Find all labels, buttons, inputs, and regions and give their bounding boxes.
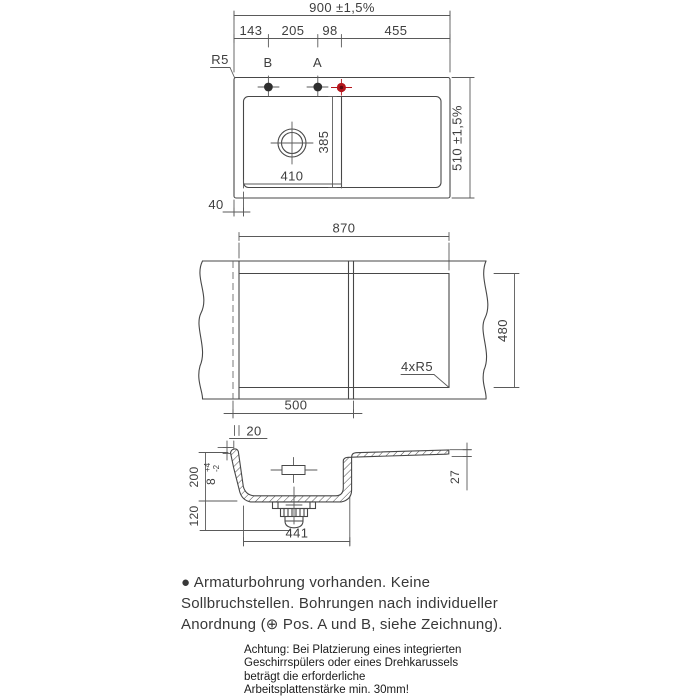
cutout-view [199,221,519,439]
drain-assembly [273,487,316,528]
faucet-hole-existing-red [331,79,352,96]
drilling-note-line1: ● Armaturbohrung vorhanden. Keine [181,574,431,591]
warning-line3: beträgt die erforderliche [244,670,366,683]
dim-total-height: 510 ±1,5% [449,105,465,171]
label-cutout-corner-radius: 4xR5 [401,359,433,374]
warning-note [244,644,504,698]
drilling-note-line3: Anordnung (⊕ Pos. A und B, siehe Zeichnung). [181,616,503,633]
dim-bowl-depth: 385 [316,130,331,154]
sink-rim-inner [244,97,442,188]
dim-rim-tol-minus: -2 [212,464,221,472]
warning-line2: Geschirrspülers oder eines Drehkarussels [244,657,459,670]
faucet-hole-a [307,76,328,96]
edge-profile-20 [230,424,268,439]
dim-cutout-height: 480 [495,319,510,342]
drilling-note-line2: Sollbruchstellen. Bohrungen nach individueller [181,595,498,612]
sink-section-shell [231,449,449,502]
dim-rim-offset: 40 [208,197,224,212]
dim-bowl-offset: 500 [284,397,308,413]
faucet-marker [271,458,317,483]
break-line-right [483,261,488,399]
dim-143: 143 [239,23,263,38]
top-view [208,0,474,216]
dim-bowl-width: 410 [280,168,304,184]
drilling-note [181,572,561,635]
warning-line1: Achtung: Bei Platzierung eines integrierten [244,644,462,656]
dim-455: 455 [384,23,408,38]
dim-205: 205 [281,23,305,38]
break-line-left [199,261,204,399]
drain-hole [271,122,313,164]
label-hole-a: A [312,55,323,70]
dim-cutout-width: 870 [332,220,356,236]
dim-edge-width: 20 [246,423,262,439]
dim-total-width: 900 ±1,5% [309,0,375,15]
dim-drain-depth: 120 [187,505,201,527]
dim-rim-height: 8 [204,478,218,485]
faucet-hole-b [258,76,279,96]
dim-board-thickness: 27 [448,470,462,484]
warning-line4: Arbeitsplattenstärke min. 30mm! [244,684,409,697]
dim-bowl-bottom-width: 441 [285,525,309,541]
label-hole-b: B [263,55,273,70]
dim-section-depth: 200 [187,466,201,488]
dim-rim-tol-plus: +4 [203,462,212,472]
section-view [187,441,472,546]
dim-98: 98 [322,23,338,38]
label-corner-radius: R5 [211,52,229,67]
